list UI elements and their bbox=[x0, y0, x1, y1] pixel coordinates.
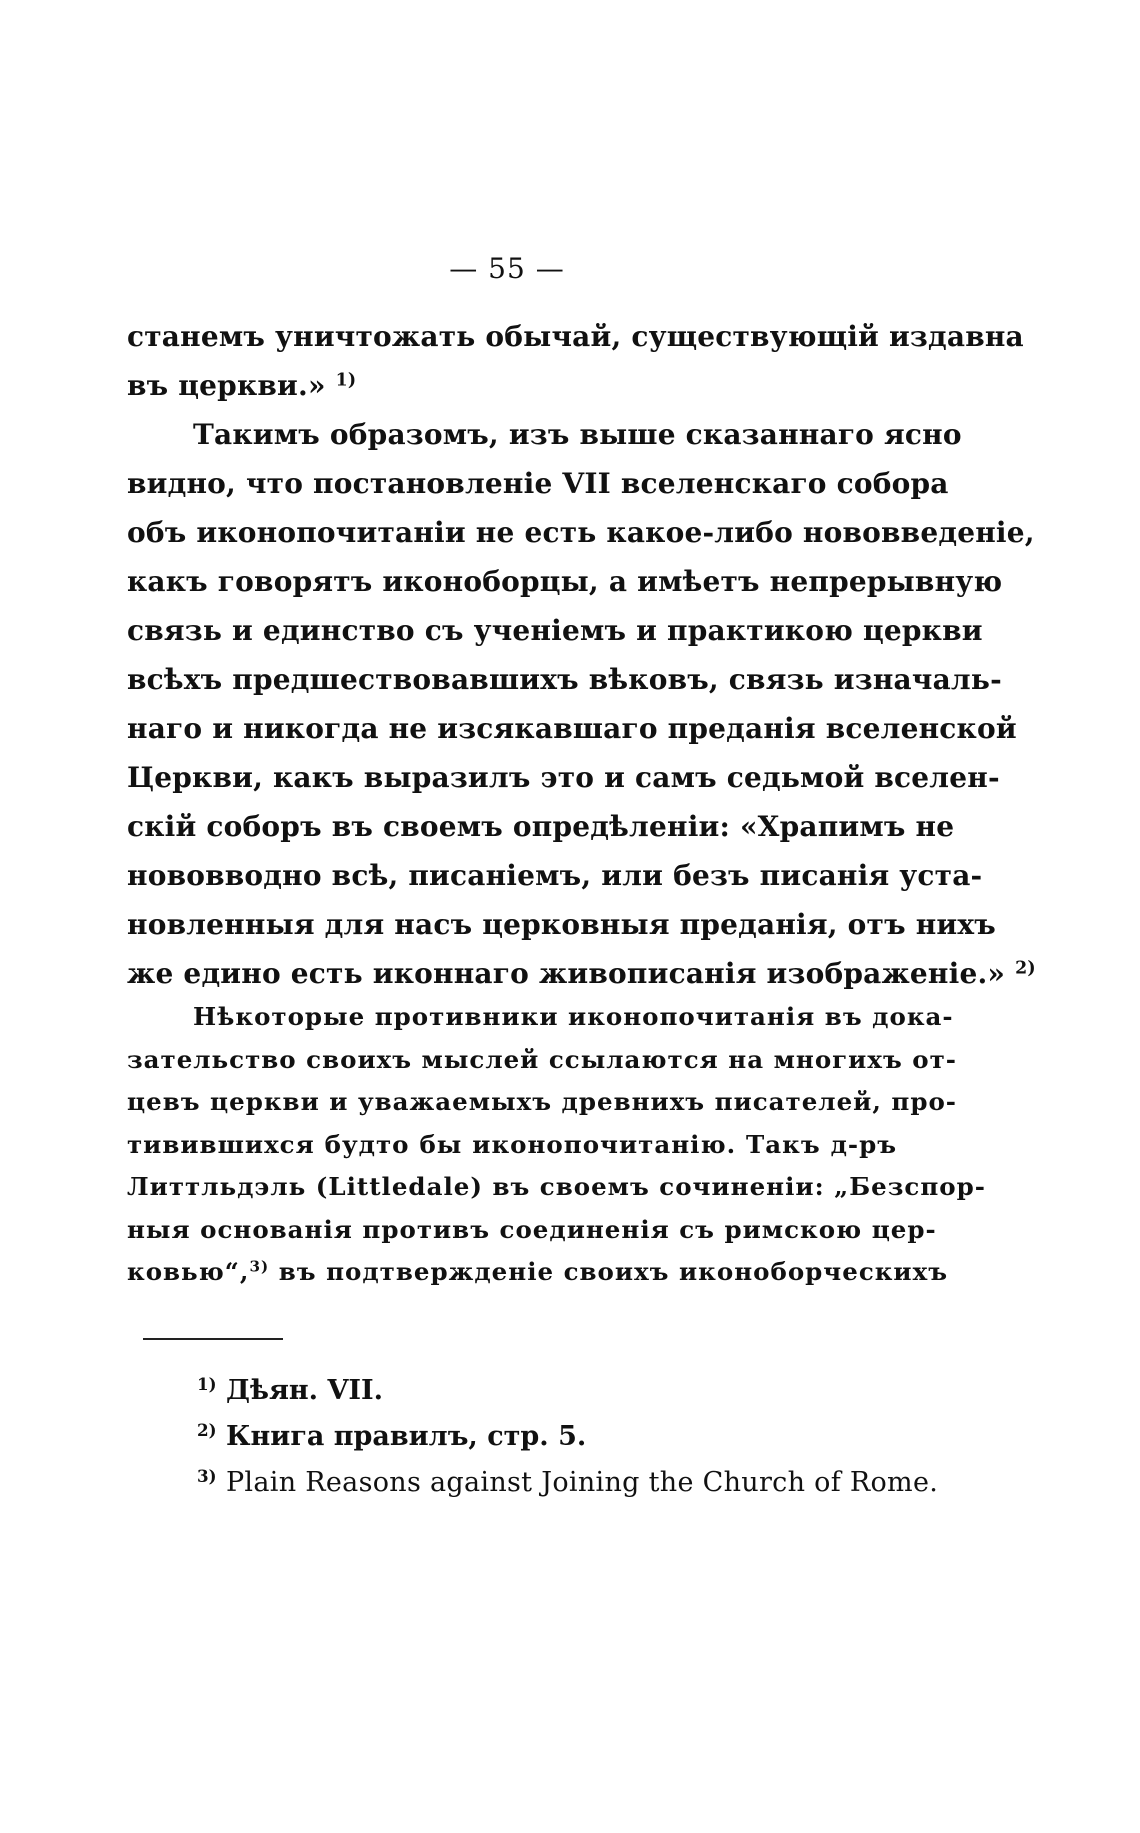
page-number: — 55 — bbox=[449, 252, 565, 285]
text-fragment: ковью“, bbox=[127, 1257, 250, 1286]
text-fragment: же едино есть иконнаго живописанія изображеніе.» bbox=[127, 957, 1006, 990]
text-line: новленныя для насъ церковныя преданія, отъ нихъ bbox=[127, 908, 996, 941]
text-line: всѣхъ предшествовавшихъ вѣковъ, связь изначаль- bbox=[127, 663, 1002, 696]
text-fragment: въ церкви.» bbox=[127, 369, 326, 402]
text-line: ныя основанія противъ соединенія съ римскою цер- bbox=[127, 1214, 937, 1244]
paragraph-opponents bbox=[127, 996, 986, 1294]
footnote-item bbox=[197, 1414, 917, 1460]
footnote-mark: 3) bbox=[249, 1257, 270, 1276]
footnote-text: Дѣян. VII. bbox=[225, 1375, 384, 1406]
paragraph-continuation bbox=[127, 312, 1024, 410]
text-line bbox=[127, 361, 897, 410]
text-line: какъ говорятъ иконоборцы, а имѣетъ непрерывную bbox=[127, 565, 1003, 598]
text-line: Литтльдэль (Littledale) въ своемъ сочиненіи: „Безспор- bbox=[127, 1172, 986, 1201]
text-line: цевъ церкви и уважаемыхъ древнихъ писателей, про- bbox=[127, 1087, 957, 1116]
text-line: скій соборъ въ своемъ опредѣленіи: «Храпимъ не bbox=[127, 810, 955, 843]
footnote-item bbox=[197, 1368, 917, 1414]
text-line bbox=[127, 1251, 948, 1294]
footnote-text: Книга правилъ, стр. 5. bbox=[225, 1421, 587, 1452]
text-line: Церкви, какъ выразилъ это и самъ седьмой вселен- bbox=[127, 761, 1000, 794]
footnote-separator bbox=[143, 1338, 283, 1340]
text-line: Нѣкоторые противники иконопочитанія въ дока- bbox=[193, 1002, 954, 1031]
text-line: нововводно всѣ, писаніемъ, или безъ писанія уста- bbox=[127, 859, 983, 892]
footnote-mark: 2) bbox=[197, 1419, 217, 1440]
footnote-text: Plain Reasons against Joining the Church of Rome. bbox=[225, 1467, 939, 1498]
footnote-item bbox=[197, 1460, 939, 1506]
text-line: Такимъ образомъ, изъ выше сказаннаго ясно bbox=[193, 418, 962, 451]
text-line: связь и единство съ ученіемъ и практикою церкви bbox=[127, 614, 983, 647]
footnotes bbox=[197, 1368, 939, 1506]
text-line bbox=[127, 949, 1036, 998]
footnote-mark: 2) bbox=[1015, 958, 1036, 979]
text-line: видно, что постановленіе VII вселенскаго собора bbox=[127, 467, 949, 500]
footnote-mark: 3) bbox=[197, 1465, 217, 1486]
text-fragment: въ подтвержденіе своихъ иконоборческихъ bbox=[278, 1257, 948, 1286]
text-line: объ иконопочитаніи не есть какое-либо нововведеніе, bbox=[127, 516, 1035, 549]
paragraph-iconoclasm-tradition bbox=[127, 410, 1036, 998]
footnote-mark: 1) bbox=[197, 1373, 217, 1394]
footnote-mark: 1) bbox=[335, 370, 357, 391]
text-line: станемъ уничтожать обычай, существующій издавна bbox=[127, 320, 1024, 353]
text-line: зательство своихъ мыслей ссылаются на многихъ от- bbox=[127, 1044, 957, 1074]
text-line: наго и никогда не изсякавшаго преданія вселенской bbox=[127, 712, 1017, 745]
text-line: тивившихся будто бы иконопочитанію. Такъ д-ръ bbox=[127, 1129, 897, 1159]
